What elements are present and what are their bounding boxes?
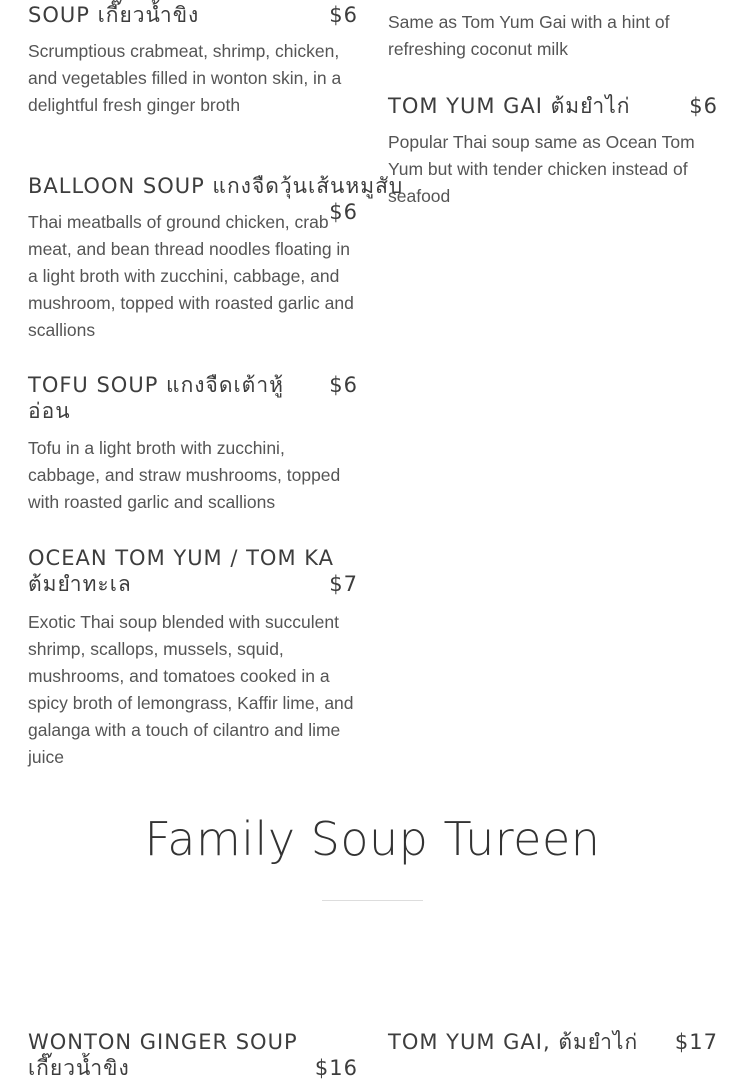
menu-item-price: $16 — [314, 1056, 358, 1080]
menu-item-price: $6 — [689, 94, 718, 118]
menu-item-header — [28, 1029, 358, 1081]
menu-item-wonton-soup — [28, 2, 358, 119]
menu-item-name: BALLOON SOUP แกงจืดวุ้นเส้นหมูสับ — [28, 174, 404, 198]
menu-item-tofu-soup — [28, 372, 358, 516]
menu-item-name: SOUP เกี๊ยวน้ำขิง — [28, 3, 200, 27]
menu-item-header — [28, 372, 358, 424]
menu-item-name: TOM YUM GAI ต้มยำไก่ — [388, 94, 631, 118]
menu-item-description: Tofu in a light broth with zucchini, cabbage, and straw mushrooms, topped with roasted garlic and scallions — [28, 438, 341, 512]
menu-item-header — [388, 1029, 718, 1055]
menu-item-price: $7 — [329, 572, 358, 596]
menu-item-price: $17 — [674, 1030, 718, 1054]
menu-item-balloon-soup — [28, 173, 404, 344]
tureen-item-wonton-ginger-soup — [28, 1029, 358, 1081]
menu-item-name: OCEAN TOM YUM / TOM KA ต้มยำทะเล — [28, 546, 335, 596]
menu-item-tom-yum-gai — [388, 93, 718, 210]
menu-item-description: Scrumptious crabmeat, shrimp, chicken, and vegetables filled in wonton skin, in a delightful fresh ginger broth — [28, 41, 342, 115]
menu-item-description: Popular Thai soup same as Ocean Tom Yum but with tender chicken instead of seafood — [388, 132, 695, 206]
menu-item-name: TOM YUM GAI, ต้มยำไก่ — [388, 1030, 639, 1054]
menu-item-description: Same as Tom Yum Gai with a hint of refreshing coconut milk — [388, 12, 670, 59]
menu-item-header — [28, 2, 358, 28]
menu-item-price: $6 — [329, 373, 358, 397]
menu-item-price: $6 — [329, 3, 358, 27]
menu-item-header — [28, 545, 358, 597]
menu-item-header — [388, 93, 718, 119]
menu-item-description: Thai meatballs of ground chicken, crab meat, and bean thread noodles floating in a light broth with zucchini, cabbage, and mushroom, topped with roasted garlic and scallions — [28, 212, 354, 340]
menu-item-price: $6 — [329, 200, 358, 224]
menu-item-tom-ka-gai — [388, 0, 718, 63]
section-divider — [322, 900, 423, 901]
menu-item-header — [28, 173, 404, 224]
section-title: Family Soup Tureen — [144, 812, 601, 866]
menu-item-name: WONTON GINGER SOUP เกี๊ยวน้ำขิง — [28, 1030, 298, 1080]
menu-item-description: Exotic Thai soup blended with succulent shrimp, scallops, mussels, squid, mushrooms, and tomatoes cooked in a spicy broth of lemongrass, Kaffir lime, and galanga with a touch of cilantro and lime juice — [28, 612, 354, 767]
menu-item-name: TOFU SOUP แกงจืดเต้าหู้อ่อน — [28, 373, 284, 423]
tureen-item-tom-yum-gai — [388, 1029, 718, 1055]
menu-item-ocean-tom-yum — [28, 545, 358, 771]
